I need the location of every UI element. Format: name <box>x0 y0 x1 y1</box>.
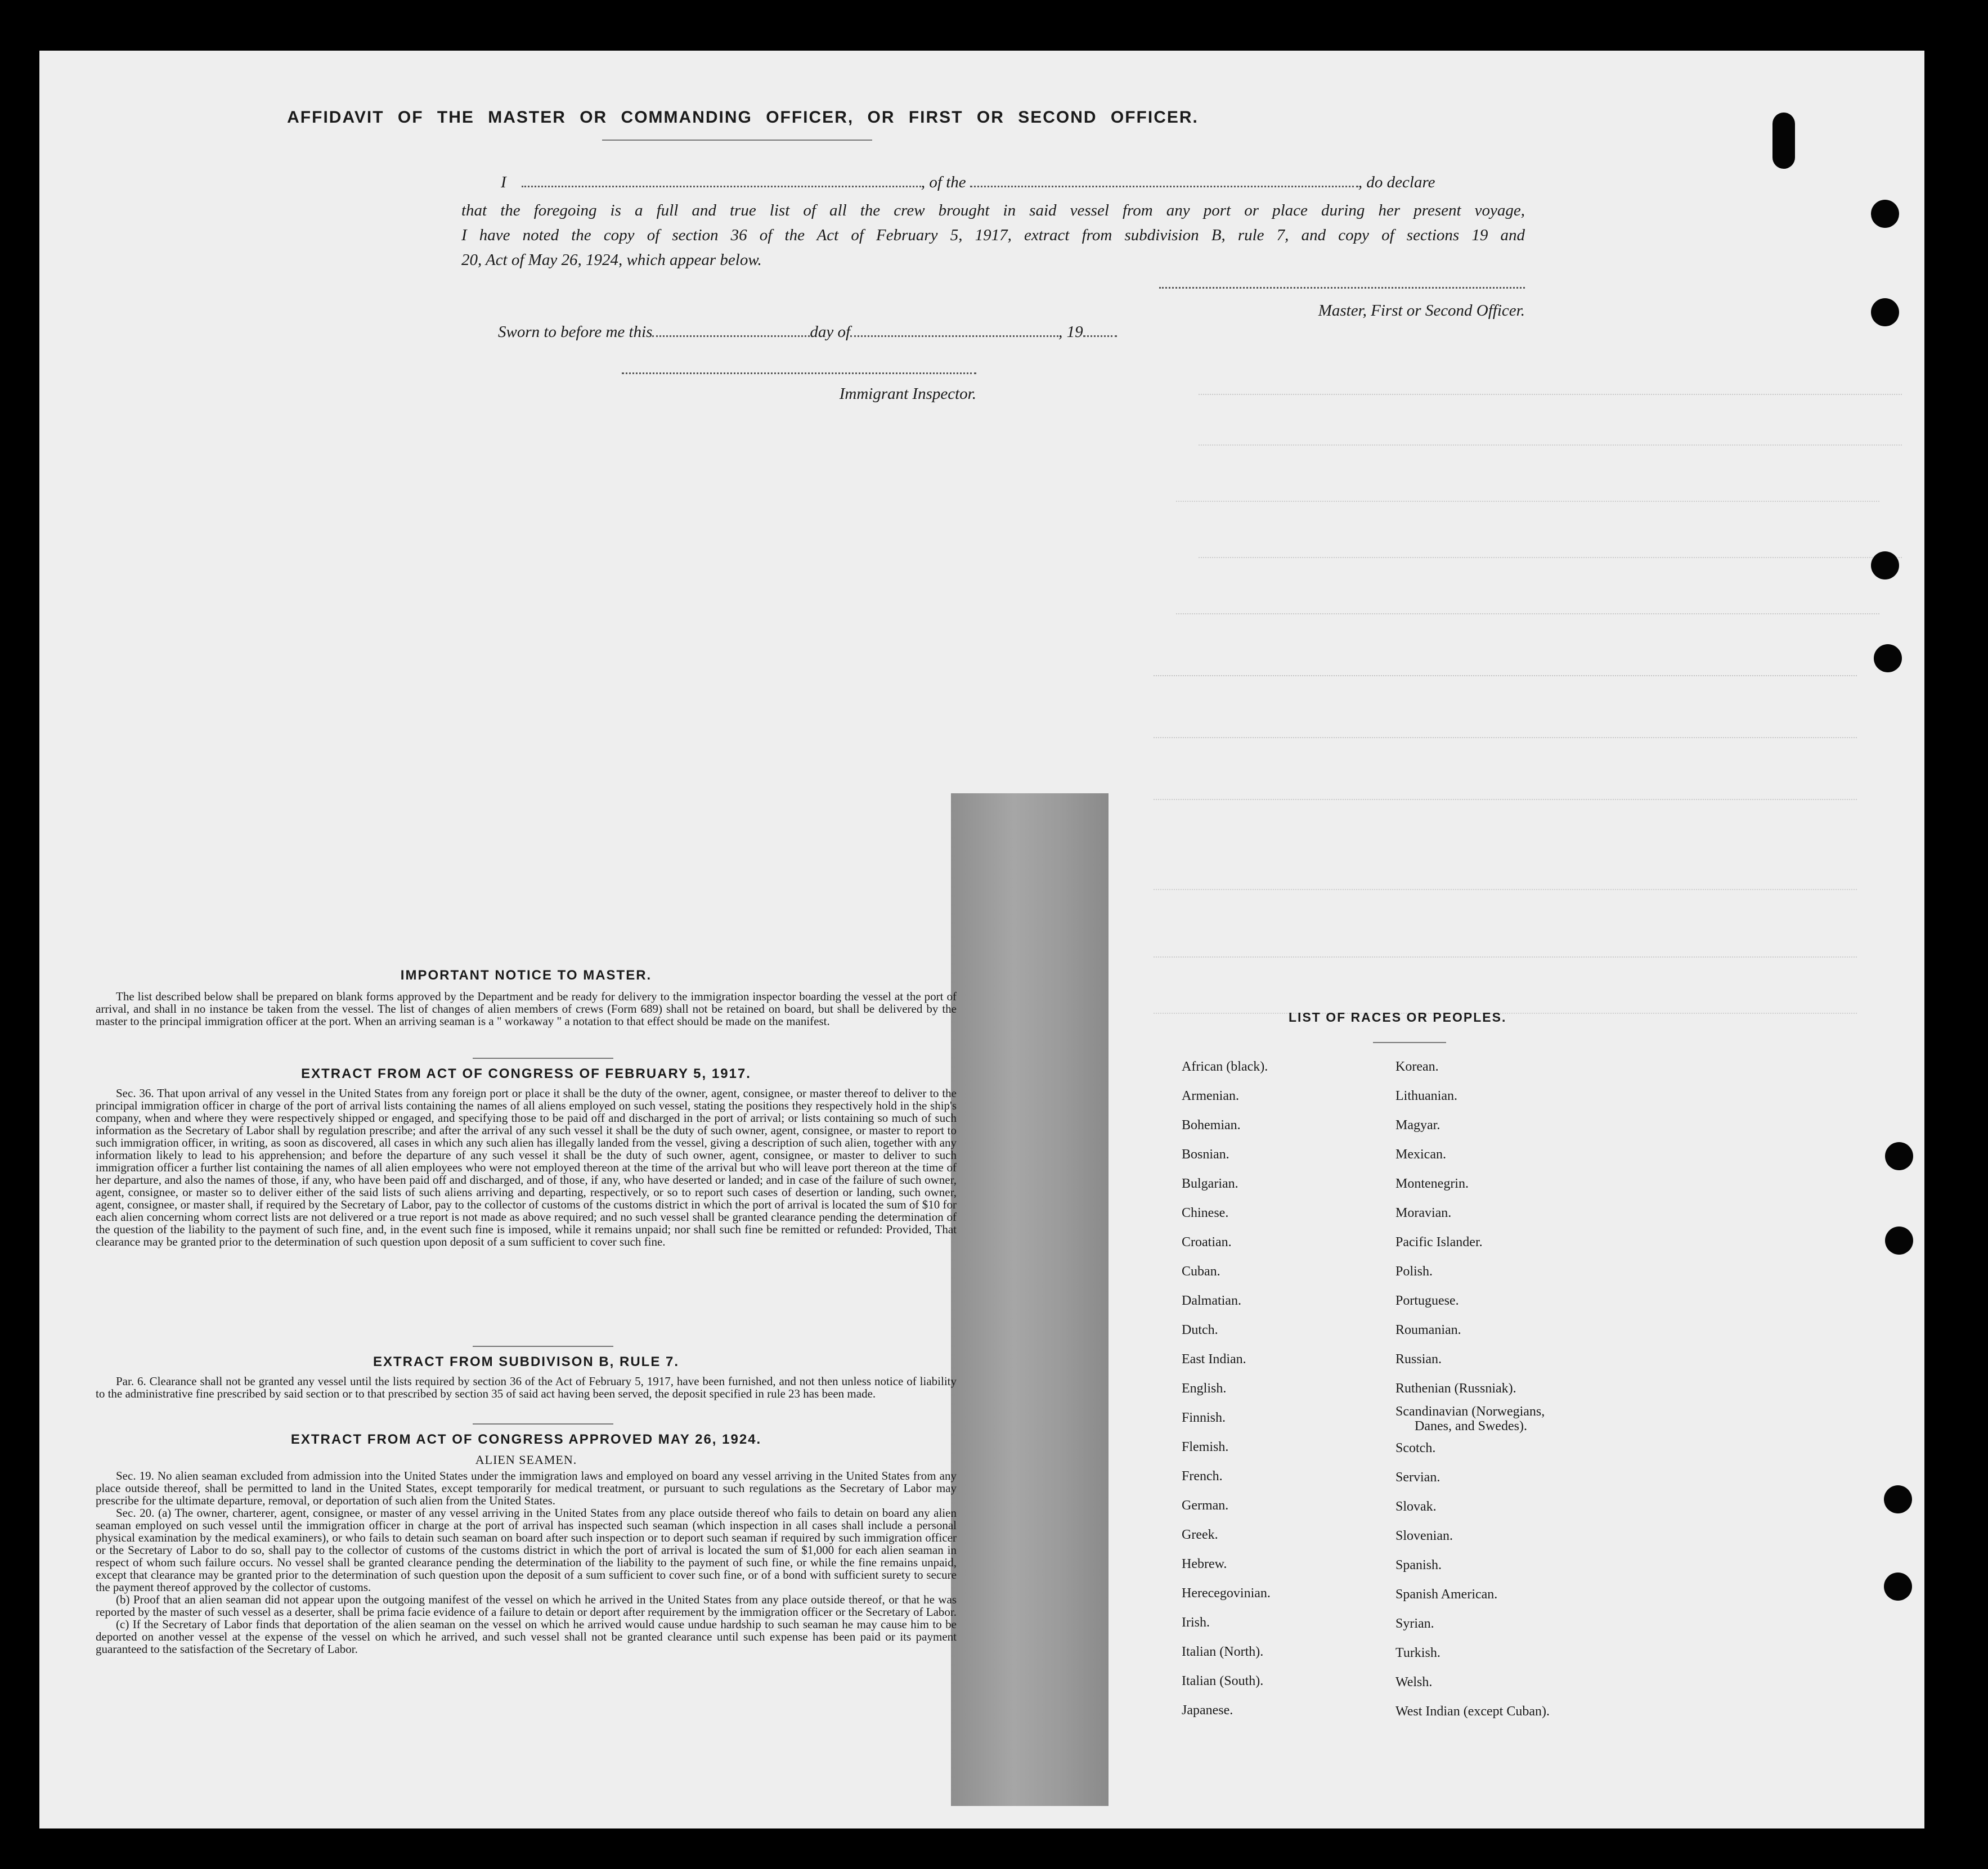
extract2-title: EXTRACT FROM SUBDIVISON B, RULE 7. <box>373 1354 680 1369</box>
extract3-title: EXTRACT FROM ACT OF CONGRESS APPROVED MAY 26, 1924. <box>290 1432 762 1447</box>
race-item: Chinese. <box>1182 1206 1229 1220</box>
race-item: Portuguese. <box>1395 1293 1459 1308</box>
punch-hole <box>1871 551 1899 579</box>
title-rule <box>602 140 872 141</box>
race-item: Polish. <box>1395 1264 1433 1279</box>
master-signature-label: Master, First or Second Officer. <box>1318 302 1525 320</box>
race-item: Turkish. <box>1395 1646 1440 1660</box>
race-item: Hebrew. <box>1182 1557 1227 1571</box>
extract2-body <box>96 1375 957 1400</box>
inspector-signature-label: Immigrant Inspector. <box>839 385 976 403</box>
hand-mark <box>1772 113 1795 169</box>
race-item: Scandinavian (Norwegians, <box>1395 1404 1545 1419</box>
section-20c-text: (c) If the Secretary of Labor finds that deportation of the alien seaman on the vessel on which he arrived would cause undue hardship to such seaman he may cause him to be deported on another vessel at the expense of the vessel on which he arrived, and such vessel shall not be granted clearance until such expense has been paid or its payment guaranteed to the satisfaction of the Secretary of Labor. <box>96 1618 957 1656</box>
race-item: German. <box>1182 1498 1229 1513</box>
race-item: Slovenian. <box>1395 1529 1453 1543</box>
race-item: East Indian. <box>1182 1352 1246 1367</box>
punch-hole <box>1884 1573 1912 1601</box>
race-item: Dutch. <box>1182 1323 1218 1337</box>
section-36-text: Sec. 36. That upon arrival of any vessel in the United States from any foreign port or place it shall be the duty of the owner, agent, consignee, or master thereof to deliver to the principal immigration officer in charge of the port of arrival lists containing the names of all aliens employed on such vessel, stating the positions they respectively hold in the ship's company, when and where they were respectively shipped or engaged, and specifying those to be paid off and discharged in the port of arrival; or lists containing so much of such information as the Secretary of Labor shall by regulation prescribe; and after the arrival of any such vessel it shall be the duty of such owner, agent, consignee, or master to report to such immigration officer, in writing, as soon as discovered, all cases in which any such alien has illegally landed from the vessel, giving a description of such alien, together with any information likely to lead to his apprehension; and before the departure of any such vessel it shall be the duty of such owner, agent, consignee, or master to deliver to such immigration officer a further list containing the names of all alien employees who were not employed thereon at the time of the arrival but who will leave port thereon at the time of her departure, and also the names of those, if any, who have been paid off and discharged, and of those, if any, who have deserted or landed; and in case of the failure of such owner, agent, consignee, or master so to deliver either of the said lists of such aliens arriving and departing, respectively, or so to report such cases of desertion or landing, such owner, agent, consignee, or master shall, if required by the Secretary of Labor, pay to the collector of customs of the customs district in which the port of arrival is located the sum of $10 for each alien concerning whom correct lists are not delivered or a true report is not made as above required; and no such vessel shall be granted clearance pending the determination of the question of the liability to the payment of such fine, and, in the event such fine is imposed, while it remains unpaid; nor shall such fine be remitted or refunded: Provided, That clearance may be granted prior to the determination of such question upon deposit of a sum sufficient to cover such fine. <box>96 1086 957 1248</box>
notice-intro <box>96 990 957 1027</box>
extract1-title: EXTRACT FROM ACT OF CONGRESS OF FEBRUARY 5, 1917. <box>301 1066 751 1081</box>
sworn-year-blank <box>1083 335 1117 337</box>
race-item: Korean. <box>1395 1059 1439 1074</box>
declare-text: , do declare <box>1358 173 1435 191</box>
affidavit-title: AFFIDAVIT OF THE MASTER OR COMMANDING OFFICER, OR FIRST OR SECOND OFFICER. <box>287 108 1199 127</box>
extract3-body <box>96 1470 957 1655</box>
vessel-blank <box>970 186 1358 187</box>
race-item-multiline <box>1395 1403 1550 1434</box>
race-item: Moravian. <box>1395 1206 1452 1220</box>
punch-hole <box>1871 200 1899 228</box>
tape-strip <box>951 793 1109 1806</box>
race-item: Welsh. <box>1395 1675 1433 1690</box>
race-item: Lithuanian. <box>1395 1089 1457 1103</box>
race-item: Armenian. <box>1182 1089 1239 1103</box>
affidavit-line-3: 20, Act of May 26, 1924, which appear below. <box>461 251 762 269</box>
races-title: LIST OF RACES OR PEOPLES. <box>1289 1010 1507 1025</box>
notice-intro-text: The list described below shall be prepared on blank forms approved by the Department and be ready for delivery to the immigration inspector boarding the vessel at the port of arrival, and shall in no instance be taken from the vessel. The list of changes of alien members of crews (Form 689) shall not be retained on board, but shall be delivered by the master to the principal immigration officer at the port. When an arriving seaman is a " workaway " a notation to that effect should be made on the manifest. <box>96 990 957 1028</box>
race-item: Dalmatian. <box>1182 1293 1241 1308</box>
race-item: Syrian. <box>1395 1616 1434 1631</box>
of-the-text: , of the <box>921 173 966 191</box>
extract3-subtitle: ALIEN SEAMEN. <box>475 1453 577 1467</box>
race-item: French. <box>1182 1469 1223 1484</box>
extract1-body <box>96 1087 957 1248</box>
notice-title: IMPORTANT NOTICE TO MASTER. <box>400 968 652 983</box>
race-item: Roumanian. <box>1395 1323 1461 1337</box>
race-item: Italian (South). <box>1182 1674 1264 1688</box>
race-item: Croatian. <box>1182 1235 1232 1250</box>
race-item: African (black). <box>1182 1059 1268 1074</box>
sworn-day-blank <box>652 335 810 337</box>
race-item: Pacific Islander. <box>1395 1235 1483 1250</box>
affidavit-line-2: I have noted the copy of section 36 of the Act of February 5, 1917, extract from subdivision B, rule 7, and copy of sections 19 and <box>461 226 1525 244</box>
race-item: Mexican. <box>1395 1147 1446 1162</box>
race-item: Servian. <box>1395 1470 1440 1485</box>
sworn-day-of: day of <box>810 323 851 341</box>
declaration-line <box>501 173 1525 192</box>
race-item: Italian (North). <box>1182 1645 1264 1659</box>
name-blank <box>522 186 921 187</box>
par-6-text: Par. 6. Clearance shall not be granted any vessel until the lists required by section 36 of the Act of February 5, 1917, have been furnished, and not then unless notice of liability to the administrative fine prescribed by said section or to that prescribed by section 35 of said act having been served, the deposit specified in rule 23 has been made. <box>96 1374 957 1400</box>
race-item: Montenegrin. <box>1395 1176 1469 1191</box>
race-item: Ruthenian (Russniak). <box>1395 1381 1516 1396</box>
race-item: Scotch. <box>1395 1441 1436 1455</box>
race-item: Magyar. <box>1395 1118 1440 1133</box>
race-item: Danes, and Swedes). <box>1415 1419 1527 1434</box>
race-item: Bohemian. <box>1182 1118 1241 1133</box>
rule-2 <box>473 1346 613 1347</box>
race-item: Japanese. <box>1182 1703 1233 1718</box>
race-item: Irish. <box>1182 1615 1210 1630</box>
race-item: West Indian (except Cuban). <box>1395 1704 1550 1719</box>
affidavit-line-1: that the foregoing is a full and true list of all the crew brought in said vessel from any port or place during her present voyage, <box>461 201 1525 219</box>
sworn-year: , 19 <box>1058 323 1083 341</box>
race-item: Bulgarian. <box>1182 1176 1238 1191</box>
punch-hole <box>1871 298 1899 326</box>
document-page <box>39 51 1924 1828</box>
punch-hole <box>1884 1485 1912 1513</box>
race-item: Cuban. <box>1182 1264 1220 1279</box>
declarant-pronoun: I <box>501 173 506 191</box>
section-20b-text: (b) Proof that an alien seaman did not appear upon the outgoing manifest of the vessel on which he arrived in the United States from any place outside thereof, or that he was reported by the master of such vessel as a deserter, shall be prima facie evidence of a failure to detain or deport after requirement by the immigration officer or the Secretary of Labor. <box>96 1593 957 1619</box>
race-item: Spanish American. <box>1395 1587 1498 1602</box>
races-rule <box>1373 1042 1446 1043</box>
sworn-prefix: Sworn to before me this <box>498 323 653 341</box>
races-right-column <box>1395 1052 1550 1726</box>
master-signature-line <box>1159 287 1525 289</box>
race-item: Finnish. <box>1182 1410 1226 1425</box>
punch-hole <box>1885 1142 1913 1170</box>
punch-hole <box>1874 644 1902 672</box>
race-item: Herecegovinian. <box>1182 1586 1271 1601</box>
inspector-signature-line <box>622 372 976 374</box>
race-item: Spanish. <box>1395 1558 1442 1573</box>
race-item: English. <box>1182 1381 1227 1396</box>
sworn-line <box>498 323 1229 342</box>
race-item: Bosnian. <box>1182 1147 1229 1162</box>
rule-1 <box>473 1058 613 1059</box>
race-item: Flemish. <box>1182 1440 1229 1454</box>
section-20a-text: Sec. 20. (a) The owner, charterer, agent, consignee, or master of any vessel arriving in the United States from any place outside thereof who fails to detain on board any alien seaman employed on such vessel until the immigration officer in charge at the port of arrival has inspected such seaman (which inspection in all cases shall include a personal physical examination by the medical examiners), or who fails to detain such seaman on board after such inspection or to deport such seaman if required by such immigration officer or the Secretary of Labor to do so, shall pay to the collector of customs of the customs district in which the port of arrival is located the sum of $1,000 for each alien seaman in respect of whom such failure occurs. No vessel shall be granted clearance pending the determination of the liability to the payment of such fine, or while the fine remains unpaid, except that clearance may be granted prior to the determination of such question upon the deposit of a sum sufficient to cover such fine, or of a bond with sufficient surety to secure the payment thereof approved by the collector of customs. <box>96 1506 957 1594</box>
section-19-text: Sec. 19. No alien seaman excluded from admission into the United States under the immigration laws and employed on board any vessel arriving in the United States from any place outside thereof, shall be permitted to land in the United States, except temporarily for medical treatment, or pursuant to such regulations as the Secretary of Labor may prescribe for the ultimate departure, removal, or deportation of such alien from the United States. <box>96 1469 957 1507</box>
race-item: Greek. <box>1182 1527 1218 1542</box>
sworn-month-blank <box>850 335 1058 337</box>
race-item: Russian. <box>1395 1352 1442 1367</box>
race-item: Slovak. <box>1395 1499 1437 1514</box>
races-left-column <box>1182 1052 1271 1725</box>
punch-hole <box>1885 1226 1913 1255</box>
rule-3 <box>473 1423 613 1425</box>
